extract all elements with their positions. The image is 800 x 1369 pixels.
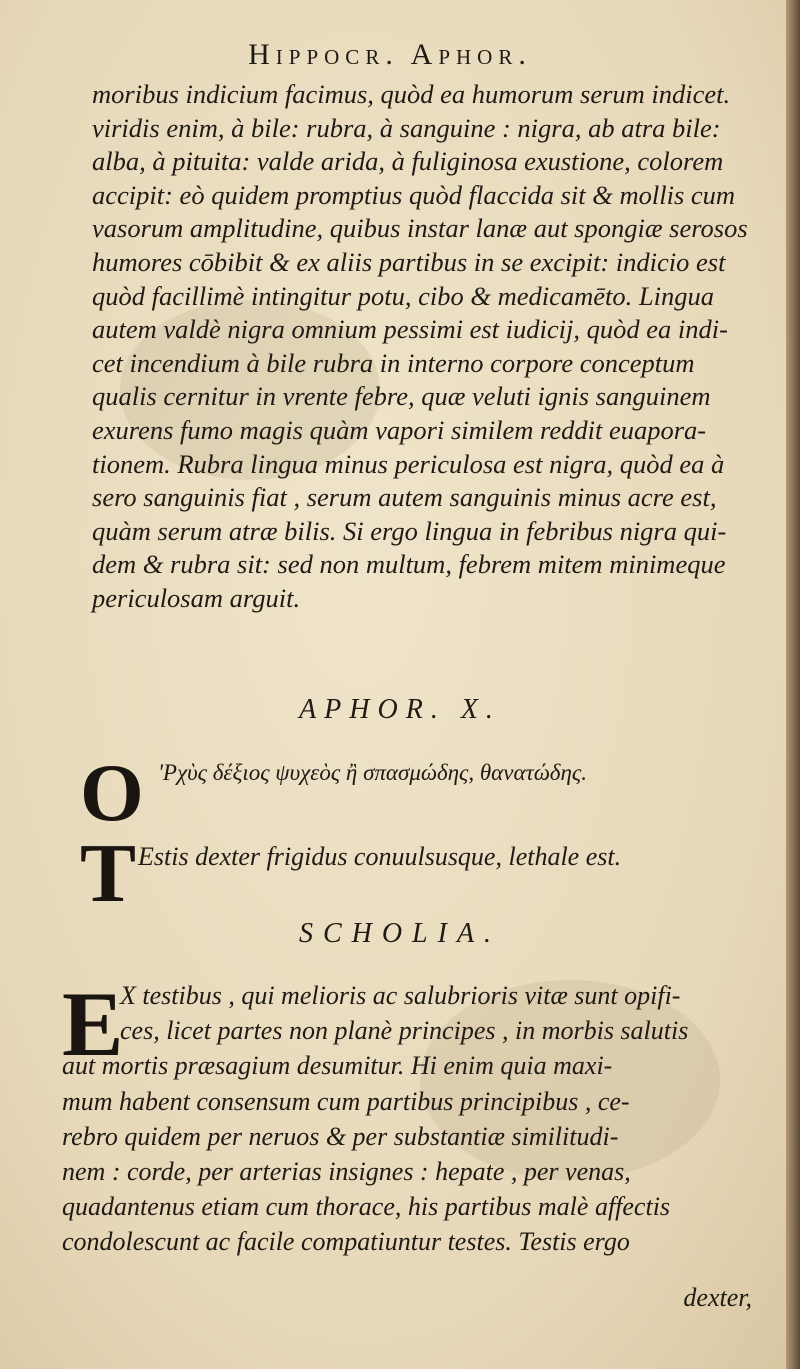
text-line: X testibus , qui melioris ac salubrioris vitæ sunt opifi- xyxy=(120,981,681,1010)
scholia-text xyxy=(62,973,782,1260)
paragraph-commentary xyxy=(92,78,792,616)
aphorism-heading: APHOR. X. xyxy=(299,694,501,725)
text-line: sero sanguinis fiat , serum autem sanguinis minus acre est, xyxy=(92,482,717,513)
text-line: condolescunt ac facile compatiuntur testes. Testis ergo xyxy=(62,1227,630,1257)
text-line: vasorum amplitudine, quibus instar lanæ aut spongiæ serosos xyxy=(92,213,748,244)
text-line: periculosam arguit. xyxy=(92,582,301,613)
text-line: nem : corde, per arterias insignes : hepate , per venas, xyxy=(62,1156,631,1186)
text-line: mum habent consensum cum partibus principibus , ce- xyxy=(62,1086,630,1116)
text-line: accipit: eò quidem promptius quòd flaccida sit & mollis cum xyxy=(92,179,736,210)
greek-aphorism xyxy=(80,747,780,838)
text-line: quàm serum atræ bilis. Si ergo lingua in febribus nigra qui- xyxy=(92,515,727,546)
text-line: aut mortis præsagium desumitur. Hi enim quia maxi- xyxy=(62,1051,613,1081)
drop-cap-t: T xyxy=(80,827,137,920)
drop-cap-e: E xyxy=(62,973,124,1075)
text-line: dem & rubra sit: sed non multum, febrem mitem minimeque xyxy=(92,549,726,580)
text-line: exurens fumo magis quàm vapori similem reddit euapora- xyxy=(92,414,707,445)
text-line: qualis cernitur in vrente febre, quæ veluti ignis sanguinem xyxy=(92,381,711,412)
running-header: Hippocr. Aphor. xyxy=(248,38,532,71)
greek-text: 'Ρχὺς δέξιος ψυχεὸς ἢ σπασμώδης, θανατώδης. xyxy=(158,760,587,785)
latin-text: Estis dexter frigidus conuulsusque, lethale est. xyxy=(138,842,622,871)
text-line: rebro quidem per neruos & per substantiæ similitudi- xyxy=(62,1121,619,1151)
text-line: quadantenus etiam cum thorace, his partibus malè affectis xyxy=(62,1192,671,1222)
text-line: autem valdè nigra omnium pessimi est iudicij, quòd ea indi- xyxy=(92,314,728,345)
text-line: moribus indicium facimus, quòd ea humorum serum indicet. xyxy=(92,79,731,109)
catchword: dexter, xyxy=(683,1283,752,1312)
text-line: viridis enim, à bile: rubra, à sanguine : nigra, ab atra bile: xyxy=(92,112,721,143)
text-line: tionem. Rubra lingua minus periculosa est nigra, quòd ea à xyxy=(92,448,725,479)
text-line: alba, à pituita: valde arida, à fuliginosa exustione, colorem xyxy=(92,146,724,177)
scholia-heading: SCHOLIA. xyxy=(298,918,502,949)
drop-cap-o: O xyxy=(80,747,144,838)
text-line: quòd facillimè intingitur potu, cibo & medicamēto. Lingua xyxy=(92,280,714,311)
text-line: cet incendium à bile rubra in interno corpore conceptum xyxy=(92,347,695,378)
text-line: ces, licet partes non planè principes , in morbis salutis xyxy=(120,1016,689,1046)
latin-aphorism xyxy=(80,827,780,920)
text-line: humores cōbibit & ex aliis partibus in se excipit: indicio est xyxy=(92,246,726,277)
